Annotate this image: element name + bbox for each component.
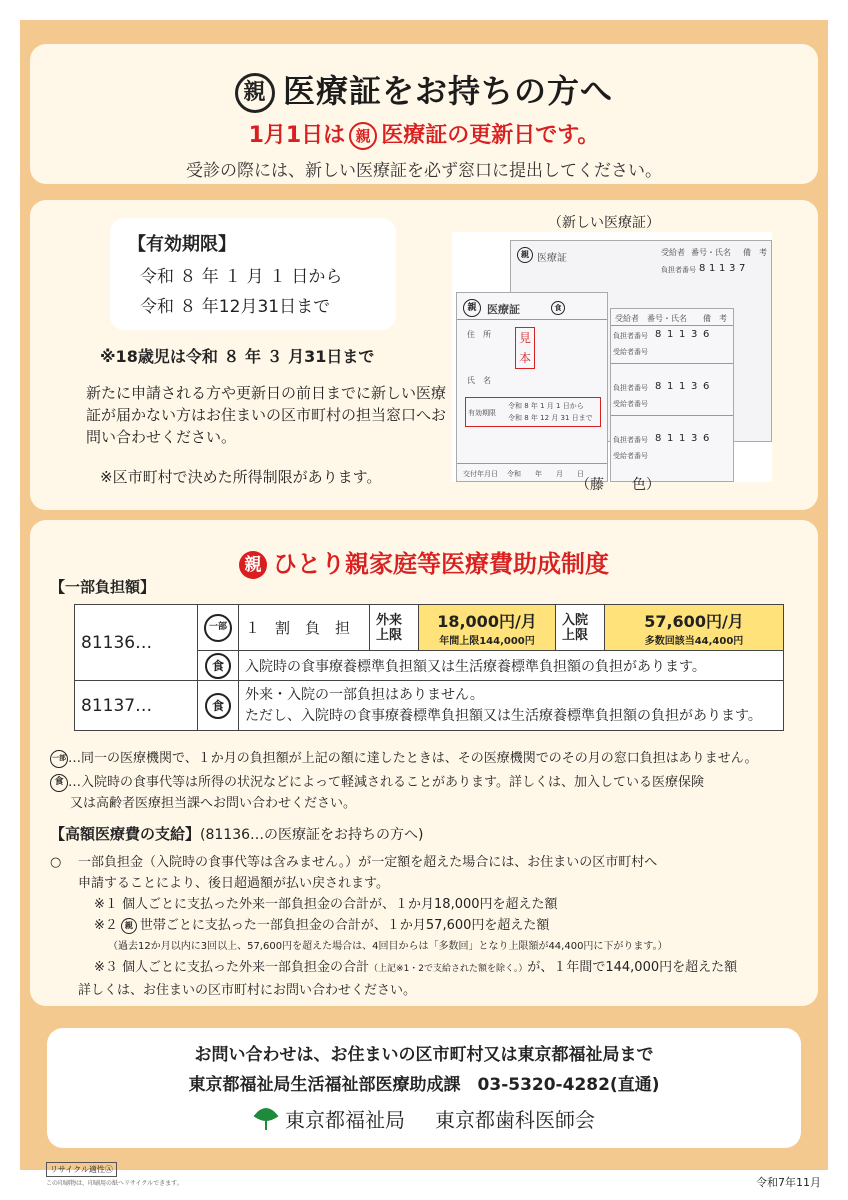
- card-front-hdr-b: 番号・氏名: [647, 314, 687, 323]
- program-title-text: ひとり親家庭等医療費助成制度: [273, 550, 609, 578]
- renewal-line: [20, 118, 828, 150]
- card-front-digit: 8: [655, 381, 662, 392]
- card-front-rule: [457, 319, 607, 320]
- oya-badge-filled: 親: [239, 551, 267, 579]
- card-front-left: [456, 292, 608, 482]
- card-front-issued-val: 令和 年 月 日: [507, 470, 584, 478]
- card-front-digit: 3: [691, 381, 698, 392]
- kougaku-text: 申請することにより、後日超過額が払い戻されます。: [78, 876, 389, 891]
- table-row: [75, 605, 784, 651]
- card-front-row-a: 負担者番号: [613, 436, 648, 444]
- card-back-title: 医療証: [537, 253, 567, 264]
- card-back-hdr-a: 受給者: [661, 248, 685, 257]
- card-front-valid: 有効期限: [468, 409, 496, 417]
- card-front-shoku: 食: [551, 301, 565, 315]
- shoku-note-text2: 又は高齢者医療担当課へお問い合わせください。: [70, 796, 357, 811]
- kougaku-line: [50, 915, 820, 936]
- note-81137: [239, 681, 784, 731]
- main-title: [20, 66, 828, 113]
- ichibu-badge: 一部: [204, 614, 232, 642]
- card-front-digit: 6: [703, 329, 710, 340]
- kougaku-text: ※３ 個人ごとに支払った外来一部負担金の合計: [94, 960, 370, 975]
- card-front-row-a: 負担者番号: [613, 384, 648, 392]
- nyuin-multiple: 多数回該当44,400円: [644, 635, 744, 647]
- shoku-note-badge: 食: [50, 774, 68, 792]
- oya-badge-red: 親: [349, 122, 377, 150]
- card-front-digit: 1: [679, 329, 686, 340]
- card-front-row-b: 受給者番号: [613, 452, 648, 460]
- kougaku-text: が、１年間で144,000円を超えた額: [527, 960, 738, 975]
- oya-badge: 親: [235, 73, 275, 113]
- ichibu-note-text: …同一の医療機関で、１か月の負担額が上記の額に達したときは、その医療機関でのその月の窓口負担はありません。: [68, 751, 758, 766]
- validity-from: 令和 ８ 年 １ 月 １ 日から: [140, 267, 343, 287]
- tokyo-ginkgo-logo-icon: [253, 1106, 279, 1137]
- mihon-stamp-1: 見: [518, 331, 531, 345]
- shoku-note-text1: …入院時の食事代等は所得の状況などによって軽減されることがあります。詳しくは、加入している医療保険: [68, 775, 704, 790]
- gairai-amount-cell: [419, 605, 556, 651]
- oya-small-badge: 親: [121, 918, 137, 934]
- gairai-yearly: 年間上限144,000円: [439, 635, 535, 647]
- shoku-note: [50, 772, 820, 814]
- renewal-post: 医療証の更新日です。: [381, 123, 600, 148]
- card-front-row-b: 受給者番号: [613, 400, 648, 408]
- validity-title: 【有効期限】: [128, 234, 236, 255]
- card-front-rule: [611, 325, 733, 326]
- validity-box: [110, 218, 396, 330]
- card-back-digit: 1: [719, 263, 726, 274]
- kougaku-text: ※２: [94, 918, 118, 933]
- kougaku-body: [50, 852, 820, 1001]
- ichibu-note-badge: 一部: [50, 750, 68, 768]
- contact-card: [47, 1028, 801, 1148]
- card-front-digit: 1: [679, 381, 686, 392]
- card-front-rule: [457, 463, 607, 464]
- gairai-label: 外来上限: [370, 605, 419, 651]
- card-front-rule: [611, 363, 733, 364]
- card-front-digit: 3: [691, 329, 698, 340]
- validity-to: 令和 ８ 年12月31日まで: [140, 297, 331, 317]
- card-front-digit: 1: [667, 329, 674, 340]
- card-label-bottom: （藤 色）: [576, 477, 660, 493]
- kougaku-text: （過去12か月以内に3回以上、57,600円を超えた場合は、4回目からは「多数回」となり上限額が44,400円に下がります。）: [108, 941, 668, 952]
- card-front-hdr-a: 受給者: [615, 314, 639, 323]
- card-label-top: （新しい医療証）: [548, 215, 660, 231]
- card-back-digit: 7: [739, 263, 746, 274]
- nyuin-label: 入院上限: [556, 605, 605, 651]
- card-front-name: 氏 名: [467, 376, 491, 385]
- submit-instruction: 受診の際には、新しい医療証を必ず窓口に提出してください。: [186, 161, 662, 181]
- recycle-note: この印刷物は、印刷用の紙へリサイクルできます。: [46, 1180, 183, 1187]
- card-front-digit: 6: [703, 433, 710, 444]
- card-front-digit: 6: [703, 381, 710, 392]
- meal-note-81136: 入院時の食事療養標準負担額又は生活療養標準負担額の負担があります。: [239, 651, 784, 681]
- card-front-valid-to: 令和 8 年 12 月 31 日まで: [508, 414, 593, 422]
- card-front-valid-box: [465, 397, 601, 427]
- kougaku-text: 世帯ごとに支払った一部負担金の合計が、１か月57,600円を超えた額: [139, 918, 550, 933]
- card-front-valid-from: 令和 8 年 1 月 1 日から: [508, 402, 584, 410]
- ichiwari-cell: １ 割 負 担: [239, 605, 370, 651]
- card-front-digit: 1: [667, 433, 674, 444]
- note-81137-l2: ただし、入院時の食事療養標準負担額又は生活療養標準負担額の負担があります。: [245, 707, 762, 724]
- burden-label: 【一部負担額】: [50, 578, 156, 596]
- burden-table: [74, 604, 784, 731]
- kougaku-text: ※１ 個人ごとに支払った外来一部負担金の合計が、１か月18,000円を超えた額: [94, 897, 558, 912]
- mihon-stamp-2: 本: [518, 351, 531, 365]
- gairai-amount: 18,000円/月: [437, 611, 537, 631]
- contact-line1: お問い合わせは、お住まいの区市町村又は東京都福祉局まで: [194, 1045, 654, 1065]
- income-limit-note: ※区市町村で決めた所得制限があります。: [100, 468, 382, 486]
- shoku-cell: [198, 681, 239, 731]
- contact-line2: 東京都福祉局生活福祉部医療助成課 03-5320-4282(直通): [188, 1075, 660, 1095]
- card-front-addr: 住 所: [467, 330, 491, 339]
- organizations: [47, 1104, 801, 1137]
- poster-sheet: [20, 20, 828, 1170]
- code-81136: 81136…: [75, 605, 198, 681]
- card-front-issued: 交付年月日: [463, 470, 498, 478]
- card-front-row-b: 受給者番号: [613, 348, 648, 356]
- nyuin-amount: 57,600円/月: [644, 611, 744, 631]
- card-front-digit: 1: [667, 381, 674, 392]
- card-front-badge: 親: [463, 299, 481, 317]
- card-back-digit: 1: [709, 263, 716, 274]
- kougaku-heading: [50, 824, 423, 846]
- org-fukushi: 東京都福祉局: [285, 1108, 405, 1132]
- kougaku-small-text: （上記※1・2で支給された額を除く。）: [369, 964, 528, 974]
- issue-date: 令和7年11月: [756, 1176, 821, 1189]
- card-front-digit: 1: [679, 433, 686, 444]
- card-back-digit: 3: [729, 263, 736, 274]
- card-front-digit: 3: [691, 433, 698, 444]
- kougaku-sub: (81136…の医療証をお持ちの方へ): [200, 827, 424, 843]
- nyuin-amount-cell: [605, 605, 784, 651]
- org-dental: 東京都歯科医師会: [435, 1108, 595, 1132]
- renewal-pre: 1月1日は: [248, 123, 346, 148]
- card-front-digit: 8: [655, 433, 662, 444]
- kougaku-text: 一部負担金（入院時の食事代等は含みません。）が一定額を超えた場合には、お住まいの区市町村へ: [78, 855, 658, 870]
- shoku-badge: 食: [205, 653, 231, 679]
- card-front-title: 医療証: [487, 303, 520, 316]
- main-title-text: 医療証をお持ちの方へ: [282, 72, 613, 110]
- code-81137: 81137…: [75, 681, 198, 731]
- ichibu-cell: [198, 605, 239, 651]
- age18-note: ※18歳児は令和 ８ 年 ３ 月31日まで: [100, 347, 375, 366]
- circle-bullet: ○: [50, 855, 62, 870]
- card-back-digit: 8: [699, 263, 706, 274]
- card-front-row-a: 負担者番号: [613, 332, 648, 340]
- shoku-badge: 食: [205, 693, 231, 719]
- card-front-rule: [611, 415, 733, 416]
- kougaku-line: [50, 852, 820, 873]
- card-illustration: [452, 232, 772, 482]
- shoku-cell: [198, 651, 239, 681]
- card-front-hdr-c: 備 考: [703, 314, 727, 323]
- card-back-hdr-c: 備 考: [743, 248, 767, 257]
- card-front-right: [610, 308, 734, 482]
- kougaku-text: 詳しくは、お住まいの区市町村にお問い合わせください。: [78, 983, 417, 998]
- card-back-row-a: 負担者番号: [661, 266, 696, 274]
- kougaku-label: 【高額医療費の支給】: [50, 825, 201, 843]
- card-back-hdr-b: 番号・氏名: [691, 248, 731, 257]
- table-row: [75, 681, 784, 731]
- recycle-mark: リサイクル適性Ⓐ: [46, 1162, 117, 1177]
- card-front-digit: 8: [655, 329, 662, 340]
- card-back-badge: 親: [517, 247, 533, 263]
- kougaku-line: [50, 957, 820, 980]
- inquiry-paragraph: 新たに申請される方や更新日の前日までに新しい医療証が届かない方はお住まいの区市町村の担当窓口へお問い合わせください。: [86, 384, 447, 446]
- note-81137-l1: 外来・入院の一部負担はありません。: [245, 686, 484, 703]
- mihon-stamp: [515, 327, 535, 369]
- ichibu-note: [50, 748, 820, 769]
- shoku-note-line1: [50, 772, 820, 793]
- program-title: [20, 544, 828, 579]
